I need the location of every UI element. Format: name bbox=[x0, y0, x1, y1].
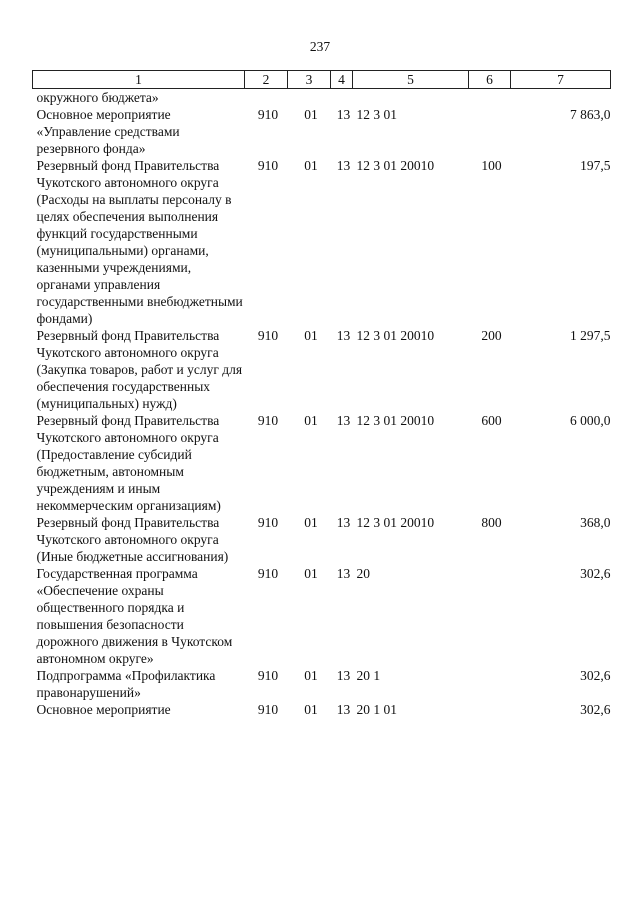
table-row bbox=[33, 701, 611, 718]
row-name: окружного бюджета» bbox=[36, 90, 159, 105]
row-target-code: 12 3 01 20010 bbox=[356, 413, 435, 428]
header-col-7: 7 bbox=[511, 71, 611, 89]
row-subsection: 13 bbox=[336, 702, 351, 717]
row-name: Резервный фонд Правительства Чукотского автономного округа (Предоставление субсидий бюджетным, автономным учреждениям и иным некоммерческим организациям) bbox=[36, 413, 221, 513]
row-amount bbox=[511, 89, 611, 107]
row-amount: 197,5 bbox=[580, 158, 611, 173]
row-section: 01 bbox=[304, 328, 318, 343]
row-gov-code: 910 bbox=[257, 328, 279, 343]
row-name: Государственная программа «Обеспечение охраны общественного порядка и повышения безопасности дорожного движения в Чукотском автономном округе» bbox=[36, 566, 233, 666]
header-col-4: 4 bbox=[331, 71, 353, 89]
header-col-2: 2 bbox=[245, 71, 288, 89]
row-subsection: 13 bbox=[336, 515, 351, 530]
row-amount: 302,6 bbox=[580, 668, 611, 683]
header-col-5: 5 bbox=[353, 71, 469, 89]
row-section: 01 bbox=[304, 702, 318, 717]
row-gov-code: 910 bbox=[257, 413, 279, 428]
row-name: Основное мероприятие bbox=[36, 702, 171, 717]
row-amount: 368,0 bbox=[580, 515, 611, 530]
row-expense-type bbox=[469, 667, 511, 701]
header-col-6: 6 bbox=[469, 71, 511, 89]
table-body bbox=[33, 89, 611, 719]
row-subsection: 13 bbox=[336, 413, 351, 428]
row-section: 01 bbox=[304, 107, 318, 122]
row-expense-type: 600 bbox=[481, 413, 502, 428]
row-subsection: 13 bbox=[336, 158, 351, 173]
row-target-code: 12 3 01 20010 bbox=[356, 515, 435, 530]
table-row bbox=[33, 412, 611, 514]
row-section: 01 bbox=[304, 668, 318, 683]
row-section: 01 bbox=[304, 515, 318, 530]
row-section bbox=[288, 89, 331, 107]
table-row bbox=[33, 667, 611, 701]
row-section: 01 bbox=[304, 158, 318, 173]
row-target-code bbox=[353, 89, 469, 107]
row-gov-code: 910 bbox=[257, 566, 279, 581]
table-row bbox=[33, 157, 611, 327]
row-name: Подпрограмма «Профилактика правонарушений» bbox=[36, 668, 216, 700]
row-target-code: 12 3 01 20010 bbox=[356, 158, 435, 173]
table-row bbox=[33, 106, 611, 157]
row-amount: 302,6 bbox=[580, 702, 611, 717]
row-target-code: 20 1 bbox=[356, 668, 381, 683]
row-gov-code: 910 bbox=[257, 158, 279, 173]
header-col-1: 1 bbox=[33, 71, 245, 89]
row-subsection: 13 bbox=[336, 107, 351, 122]
row-expense-type: 200 bbox=[481, 328, 502, 343]
row-expense-type bbox=[469, 89, 511, 107]
row-amount: 6 000,0 bbox=[570, 413, 611, 428]
row-amount: 1 297,5 bbox=[570, 328, 611, 343]
table-row bbox=[33, 514, 611, 565]
row-expense-type bbox=[469, 565, 511, 667]
row-gov-code bbox=[245, 89, 288, 107]
budget-table bbox=[32, 70, 611, 718]
row-subsection: 13 bbox=[336, 668, 351, 683]
row-subsection bbox=[331, 89, 353, 107]
row-gov-code: 910 bbox=[257, 702, 279, 717]
row-amount: 7 863,0 bbox=[570, 107, 611, 122]
row-section: 01 bbox=[304, 413, 318, 428]
row-gov-code: 910 bbox=[257, 668, 279, 683]
row-subsection: 13 bbox=[336, 328, 351, 343]
row-name: Основное мероприятие «Управление средствами резервного фонда» bbox=[36, 107, 180, 156]
row-amount: 302,6 bbox=[580, 566, 611, 581]
row-name: Резервный фонд Правительства Чукотского автономного округа (Закупка товаров, работ и услуг для обеспечения государственных (муниципальных) нужд) bbox=[36, 328, 243, 411]
table-row bbox=[33, 327, 611, 412]
row-expense-type bbox=[469, 106, 511, 157]
header-col-3: 3 bbox=[288, 71, 331, 89]
row-target-code: 12 3 01 bbox=[356, 107, 397, 122]
page-number: 237 bbox=[309, 39, 331, 54]
table-header bbox=[33, 71, 611, 89]
row-name: Резервный фонд Правительства Чукотского автономного округа (Иные бюджетные ассигнования) bbox=[36, 515, 229, 564]
row-name: Резервный фонд Правительства Чукотского автономного округа (Расходы на выплаты персоналу в целях обеспечения выполнения функций государственными (муниципальными) органами, казенными учреждениями, органами управления государственными внебюджетными фондами) bbox=[36, 158, 243, 326]
row-gov-code: 910 bbox=[257, 107, 279, 122]
header-row bbox=[33, 71, 611, 89]
table-row bbox=[33, 89, 611, 107]
table-row bbox=[33, 565, 611, 667]
row-target-code: 20 1 01 bbox=[356, 702, 397, 717]
row-expense-type bbox=[469, 701, 511, 718]
row-expense-type: 800 bbox=[481, 515, 502, 530]
row-gov-code: 910 bbox=[257, 515, 279, 530]
row-section: 01 bbox=[304, 566, 318, 581]
row-expense-type: 100 bbox=[481, 158, 502, 173]
row-target-code: 20 bbox=[356, 566, 370, 581]
row-target-code: 12 3 01 20010 bbox=[356, 328, 435, 343]
row-subsection: 13 bbox=[336, 566, 351, 581]
